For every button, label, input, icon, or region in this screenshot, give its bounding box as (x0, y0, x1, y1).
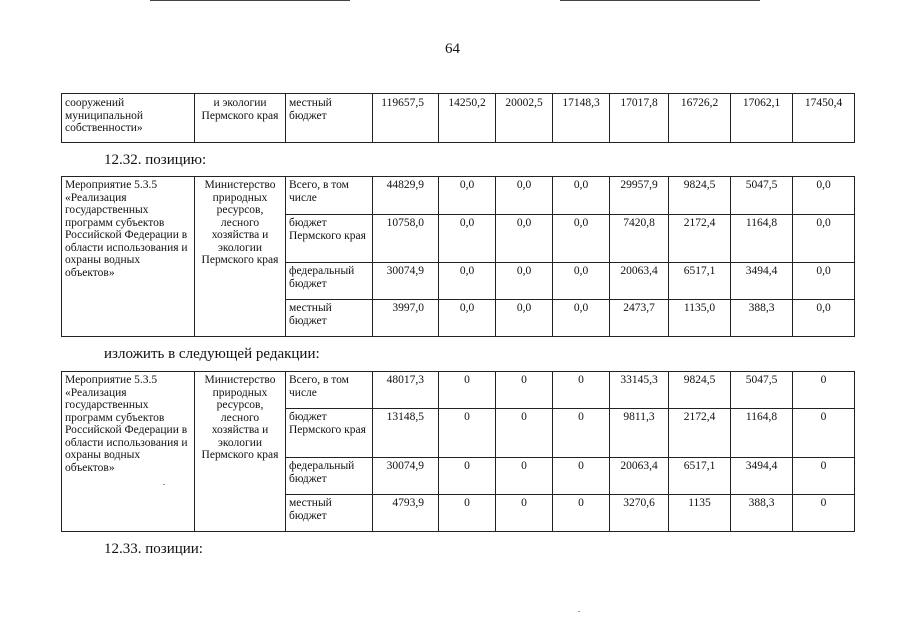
value-cell: 0,0 (439, 215, 496, 263)
value-cell: 388,3 (731, 495, 793, 532)
value-cell: 5047,5 (731, 177, 793, 215)
value-cell: 2172,4 (669, 409, 731, 458)
funding-source: Всего, в том числе (286, 177, 373, 215)
value-cell: 388,3 (731, 300, 793, 337)
table-row (62, 177, 855, 215)
value-cell: 3270,6 (610, 495, 669, 532)
page-number: 64 (445, 41, 460, 57)
measure-description: Мероприятие 5.3.5 «Реализация государственных программ субъектов Российской Федерации в области использования и охраны водных объектов» (62, 372, 195, 532)
funding-source: местный бюджет (286, 495, 373, 532)
value-cell: 29957,9 (610, 177, 669, 215)
value-cell: 6517,1 (669, 263, 731, 300)
value-cell: 3494,4 (731, 458, 793, 495)
value-cell: 0,0 (553, 263, 610, 300)
value-cell: 14250,2 (439, 94, 496, 143)
value-cell: 119657,5 (373, 94, 439, 143)
value-cell: 1135 (669, 495, 731, 532)
value-cell: 0,0 (793, 300, 855, 337)
value-cell: 17017,8 (610, 94, 669, 143)
measure-description: сооружений муниципальной собственности» (62, 94, 195, 143)
value-cell: 9824,5 (669, 177, 731, 215)
value-cell: 0,0 (553, 300, 610, 337)
value-cell: 20063,4 (610, 458, 669, 495)
value-cell: 13148,5 (373, 409, 439, 458)
value-cell: 20002,5 (496, 94, 553, 143)
funding-source: местный бюджет (286, 300, 373, 337)
value-cell: 0,0 (793, 177, 855, 215)
funding-source: бюджет Пермского края (286, 215, 373, 263)
value-cell: 0 (553, 409, 610, 458)
value-cell: 9824,5 (669, 372, 731, 409)
value-cell: 0 (496, 409, 553, 458)
table-row (62, 94, 855, 143)
funding-source: федеральный бюджет (286, 263, 373, 300)
scan-edge-line (560, 0, 760, 1)
value-cell: 30074,9 (373, 263, 439, 300)
value-cell: 2172,4 (669, 215, 731, 263)
value-cell: 0 (439, 495, 496, 532)
value-cell: 17450,4 (793, 94, 855, 143)
previous-table (61, 93, 855, 143)
value-cell: 0 (439, 458, 496, 495)
value-cell: 0,0 (496, 263, 553, 300)
value-cell: 0,0 (553, 215, 610, 263)
value-cell: 0,0 (439, 177, 496, 215)
value-cell: 0,0 (793, 215, 855, 263)
value-cell: 0,0 (553, 177, 610, 215)
value-cell: 48017,3 (373, 372, 439, 409)
value-cell: 17148,3 (553, 94, 610, 143)
funding-source: федеральный бюджет (286, 458, 373, 495)
table-row (62, 372, 855, 409)
organization-name: Министерство природных ресурсов, лесного хозяйства и экологии Пермского края (195, 372, 286, 532)
scan-speck (578, 611, 580, 612)
value-cell: 0,0 (496, 300, 553, 337)
value-cell: 0 (496, 458, 553, 495)
value-cell: 17062,1 (731, 94, 793, 143)
value-cell: 0 (793, 409, 855, 458)
value-cell: 44829,9 (373, 177, 439, 215)
old-version-table (61, 176, 855, 337)
value-cell: 0 (439, 372, 496, 409)
value-cell: 0,0 (439, 300, 496, 337)
value-cell: 0 (439, 409, 496, 458)
value-cell: 1135,0 (669, 300, 731, 337)
value-cell: 9811,3 (610, 409, 669, 458)
funding-source: местный бюджет (286, 94, 373, 143)
value-cell: 7420,8 (610, 215, 669, 263)
value-cell: 4793,9 (373, 495, 439, 532)
section-12-32-heading: 12.32. позицию: (104, 152, 207, 168)
value-cell: 0 (793, 372, 855, 409)
value-cell: 0 (553, 458, 610, 495)
value-cell: 0 (553, 372, 610, 409)
value-cell: 10758,0 (373, 215, 439, 263)
redaction-instruction: изложить в следующей редакции: (104, 346, 320, 362)
value-cell: 0,0 (496, 177, 553, 215)
value-cell: 2473,7 (610, 300, 669, 337)
value-cell: 3494,4 (731, 263, 793, 300)
value-cell: 30074,9 (373, 458, 439, 495)
organization-name: и экологии Пермского края (195, 94, 286, 143)
scan-speck (163, 484, 165, 485)
value-cell: 16726,2 (669, 94, 731, 143)
value-cell: 0 (496, 372, 553, 409)
value-cell: 3997,0 (373, 300, 439, 337)
value-cell: 0 (553, 495, 610, 532)
value-cell: 0 (496, 495, 553, 532)
value-cell: 0,0 (793, 263, 855, 300)
value-cell: 0 (793, 458, 855, 495)
value-cell: 1164,8 (731, 409, 793, 458)
scan-edge-line (150, 0, 350, 1)
value-cell: 5047,5 (731, 372, 793, 409)
value-cell: 20063,4 (610, 263, 669, 300)
section-12-33-heading: 12.33. позиции: (104, 541, 203, 557)
value-cell: 33145,3 (610, 372, 669, 409)
funding-source: Всего, в том числе (286, 372, 373, 409)
measure-description: Мероприятие 5.3.5 «Реализация государственных программ субъектов Российской Федерации в области использования и охраны водных объектов» (62, 177, 195, 337)
value-cell: 6517,1 (669, 458, 731, 495)
value-cell: 0,0 (439, 263, 496, 300)
organization-name: Министерство природных ресурсов, лесного хозяйства и экологии Пермского края (195, 177, 286, 337)
new-version-table (61, 371, 855, 532)
value-cell: 0,0 (496, 215, 553, 263)
value-cell: 0 (793, 495, 855, 532)
funding-source: бюджет Пермского края (286, 409, 373, 458)
value-cell: 1164,8 (731, 215, 793, 263)
